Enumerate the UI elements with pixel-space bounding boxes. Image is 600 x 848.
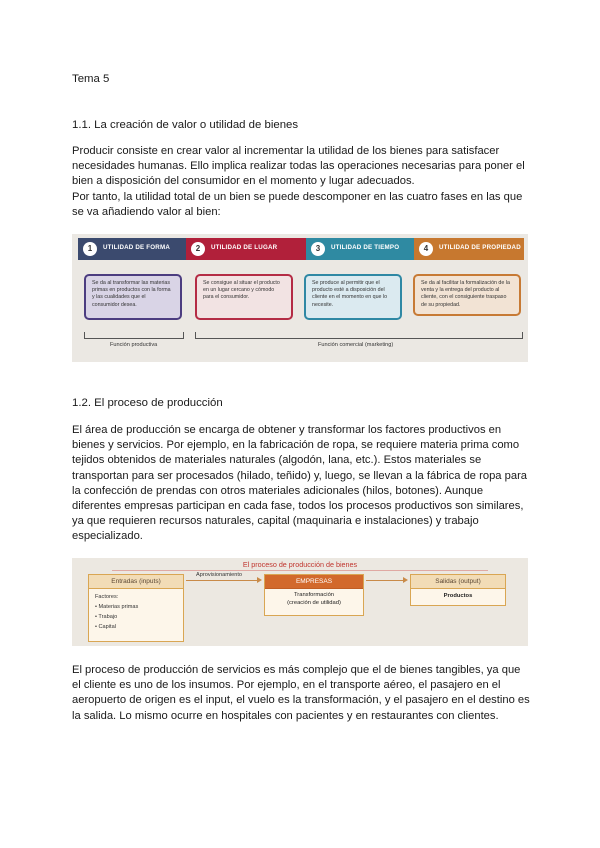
production-process-figure [72, 558, 528, 646]
phase-label: UTILIDAD DE PROPIEDAD [439, 244, 521, 251]
phase-description-lugar: Se consigue al situar el producto en un lugar cercano y cómodo para el consumidor. [195, 274, 293, 320]
phase-label: UTILIDAD DE LUGAR [211, 244, 278, 251]
page-title: Tema 5 [72, 73, 110, 85]
inputs-header: Entradas (inputs) [89, 575, 183, 589]
bracket-productive [84, 332, 184, 339]
arrow-right-icon [366, 580, 404, 581]
phase-number: 4 [419, 242, 433, 256]
utility-phases-figure [72, 234, 528, 362]
section-heading-1-2: 1.2. El proceso de producción [72, 397, 223, 409]
title-rule [112, 570, 488, 571]
paragraph-servicios: El proceso de producción de servicios es más complejo que el de bienes tangibles, ya que el cliente es uno de los insumos. Por ejemplo, en el transporte aéreo, el pasajero en el aeropuerto de origen es el input, el vuelo es la transformación, y el pasajero en el destino es la salida. Lo mismo ocurre en hospitales con pacientes y en restaurantes con clientes. [72, 664, 530, 722]
function-commercial-label: Función comercial (marketing) [318, 342, 394, 348]
paragraph-proceso-produccion: El área de producción se encarga de obtener y transformar los factores productivos en bienes y servicios. Por ejemplo, en la fabricación de ropa, se requiere materia prima como tejidos obtenidos de materiales naturales (algodón, lana, etc.). Estos materiales se transportan para ser procesados (hilado, teñido) y, luego, se llevan a la fábrica de ropa para la confección de prendas con otros materiales adicionales (hilos, botones). Aunque diferentes empresas participan en cada fase, todos los procesos productivos son similares, ya que requieren recursos naturales, capital (maquinaria e instalaciones) y trabajo especializado. [72, 424, 528, 543]
phase-band-lugar [186, 238, 306, 260]
phase-description-forma: Se da al transformar las materias primas en productos con la forma y las cualidades que el consumidor desea. [84, 274, 182, 320]
paragraph-creacion-valor: Producir consiste en crear valor al incrementar la utilidad de los bienes para satisfacer necesidades humanas. Ello implica realizar todas las operaciones necesarias para poner el bien a disposición del consumidor en el momento y lugar adecuados. [72, 145, 525, 188]
phase-description-propiedad: Se da al facilitar la formalización de la venta y la entrega del producto al cliente, con el consiguiente traspaso de su propiedad. [413, 274, 521, 316]
products-label: Productos [443, 593, 473, 599]
factor-item: • Materias primas [95, 604, 139, 610]
factors-label: Factores: [95, 594, 119, 600]
phase-number: 2 [191, 242, 205, 256]
company-box [264, 574, 364, 616]
phase-label: UTILIDAD DE FORMA [103, 244, 170, 251]
company-header: EMPRESAS [265, 575, 363, 589]
figure-title: El proceso de producción de bienes [242, 560, 358, 569]
outputs-header: Salidas (output) [411, 575, 505, 589]
bracket-commercial [195, 332, 523, 339]
inputs-box [88, 574, 184, 642]
phase-band-forma [78, 238, 186, 260]
outputs-box [410, 574, 506, 606]
function-productive-label: Función productiva [110, 342, 158, 348]
factor-item: • Trabajo [95, 614, 118, 620]
arrow-right-icon [186, 580, 258, 581]
phase-description-tiempo: Se produce al permitir que el producto esté a disposición del cliente en el momento en que lo necesite. [304, 274, 402, 320]
phase-band-tiempo [306, 238, 414, 260]
phase-number: 3 [311, 242, 325, 256]
factor-text: Materias primas [98, 604, 139, 610]
section-heading-1-1: 1.1. La creación de valor o utilidad de bienes [72, 119, 299, 131]
factor-text: Trabajo [98, 614, 118, 620]
paragraph-fases-utilidad: Por tanto, la utilidad total de un bien se puede descomponer en las cuatro fases en las que se va añadiendo valor al bien: [72, 191, 523, 219]
utility-creation-label: (creación de utilidad) [287, 599, 341, 606]
transformation-label: Transformación [293, 592, 335, 598]
phase-number: 1 [83, 242, 97, 256]
phase-band-propiedad [414, 238, 524, 260]
factor-text: Capital [98, 624, 116, 630]
supply-label: Aprovisionamiento [196, 572, 243, 578]
factor-item: • Capital [95, 624, 116, 630]
phase-label: UTILIDAD DE TIEMPO [331, 244, 400, 251]
